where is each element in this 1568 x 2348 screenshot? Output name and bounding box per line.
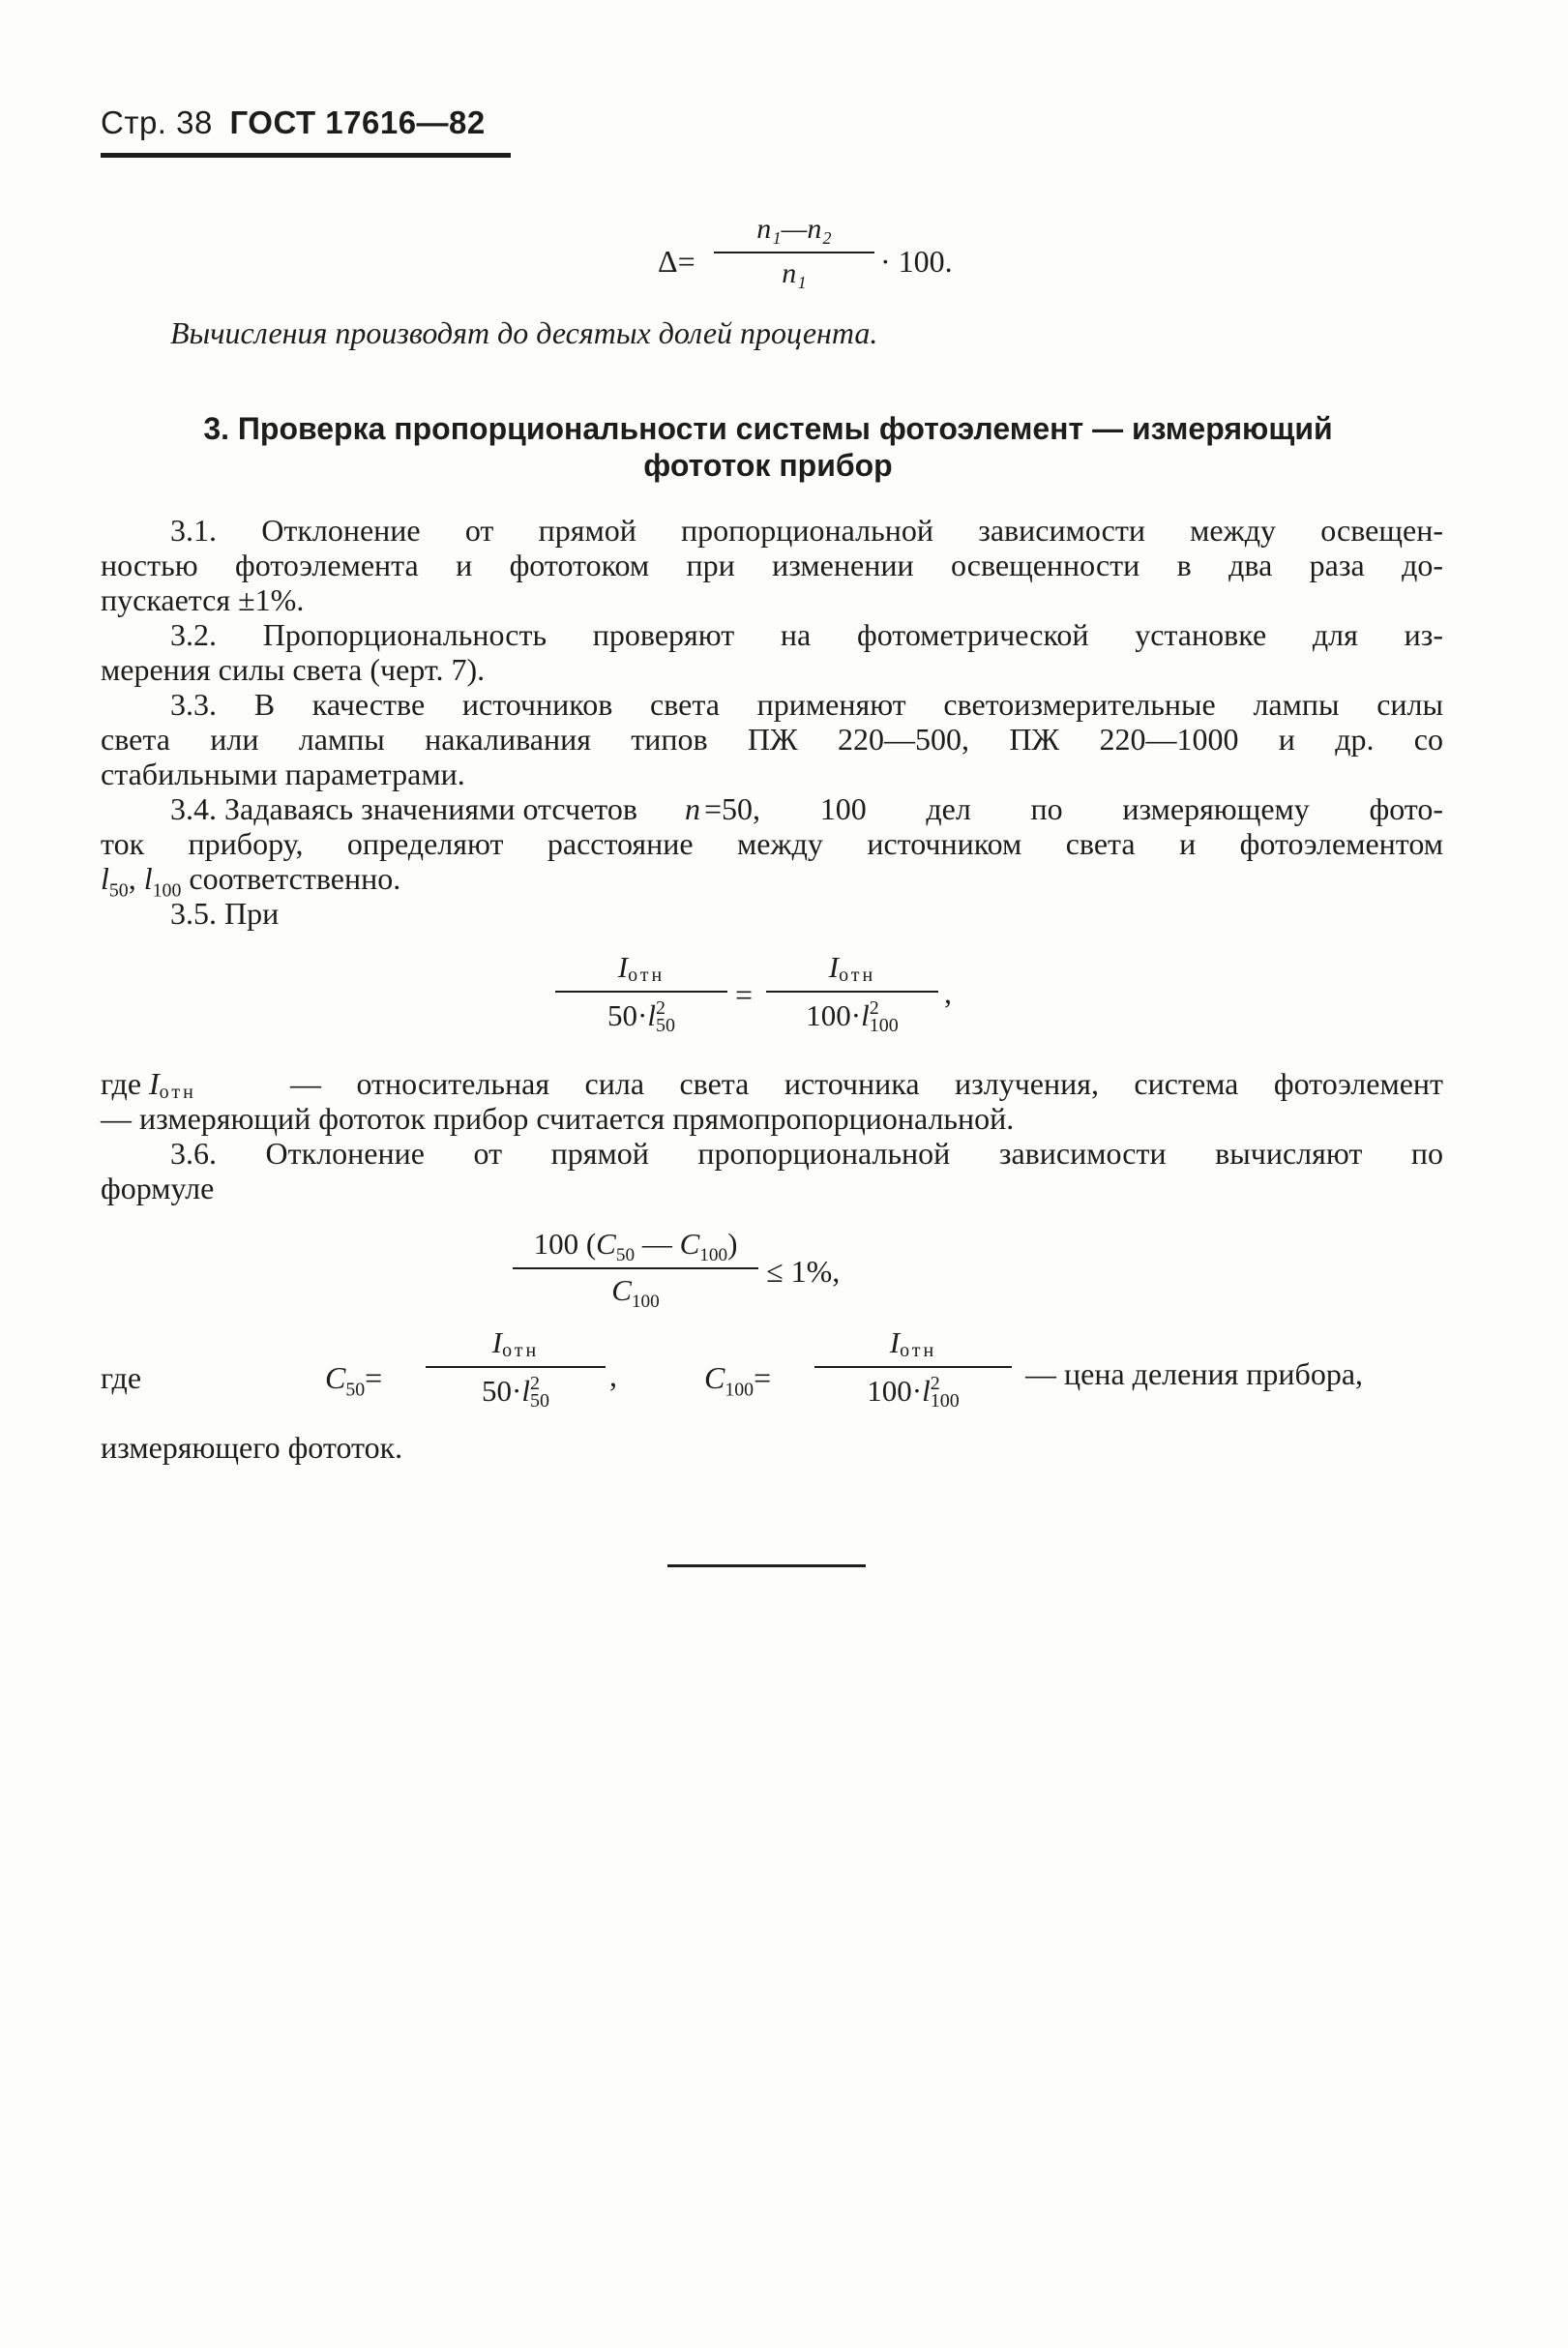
where-c-label: где: [101, 1360, 142, 1395]
standard-number: ГОСТ 17616—82: [229, 104, 486, 140]
para-3-4-line3: $l_{50}$, $l_{100}$ соответственно.: [101, 861, 401, 902]
ratio-comma: ,: [944, 975, 952, 1010]
ratio-right-denominator: 100·l 2 100: [806, 997, 899, 1036]
ratio-fraction-right: [766, 950, 938, 1047]
fraction-bar: [766, 991, 938, 993]
delta-lhs: Δ=: [658, 244, 695, 279]
para-3-2-line2: мерения силы света (черт. 7).: [101, 652, 486, 687]
inequality-fraction: [513, 1225, 758, 1316]
note-precision: Вычисления производят до десятых долей процента.: [170, 315, 878, 350]
c50-comma: ,: [609, 1358, 617, 1393]
where-otn-line1: где Iотн: [101, 1066, 196, 1103]
section-title-line1: 3. Проверка пропорциональности системы фотоэлемент — измеряющий: [203, 411, 1333, 446]
para-3-5: 3.5. При: [170, 896, 280, 931]
c50-numerator: Iотн: [491, 1325, 540, 1361]
delta-numerator: n₁—n₂: [756, 213, 832, 245]
c100-fraction: [814, 1325, 1012, 1422]
inequality-numerator: 100 ($C_{50}$ — $C_{100}$): [533, 1227, 738, 1266]
var-n: n: [685, 791, 700, 826]
c50-fraction: [426, 1325, 606, 1422]
para-3-4-line2: ток прибору, определяют расстояние между источником света и фотоэлементом: [101, 826, 1443, 861]
para-3-3-line3: стабильными параметрами.: [101, 757, 465, 791]
section-title-line2: фототок прибор: [643, 448, 893, 483]
ratio-left-denominator: 50·l 2 50: [607, 997, 675, 1036]
delta-denominator: n₁: [782, 257, 807, 289]
page-header: [101, 104, 486, 141]
c100-numerator: Iотн: [889, 1325, 937, 1361]
para-3-4-line1b: =50, 100 дел по измеряющему фото-: [704, 791, 1443, 826]
price-tail-line2: измеряющего фототок.: [101, 1430, 403, 1465]
para-3-4-line1a: 3.4. Задаваясь значениями отсчетов: [170, 791, 637, 826]
header-rule: [101, 153, 511, 158]
ratio-fraction-left: [555, 950, 727, 1047]
para-3-6-line1: 3.6. Отклонение от прямой пропорциональной зависимости вычисляют по: [170, 1136, 1443, 1171]
inequality-rhs: ≤ 1%,: [766, 1254, 841, 1289]
para-3-1-line1: 3.1. Отклонение от прямой пропорциональной зависимости между освещен-: [170, 513, 1443, 548]
where-otn-line1b: — относительная сила света источника излучения, система фотоэлемент: [290, 1066, 1443, 1101]
c50-denominator: 50·l 2 50: [482, 1373, 549, 1412]
c100-lhs: $C_{100}=$: [704, 1360, 772, 1401]
fraction-bar: [426, 1366, 606, 1368]
fraction-bar: [555, 991, 727, 993]
price-tail: — цена деления прибора,: [1025, 1356, 1364, 1391]
c50-lhs: $C_{50}=$: [325, 1360, 383, 1401]
ratio-left-numerator: Iотн: [617, 950, 666, 986]
fraction-bar: [814, 1366, 1012, 1368]
para-3-2-line1: 3.2. Пропорциональность проверяют на фотометрической установке для из-: [170, 617, 1443, 652]
para-3-1-line2: ностью фотоэлемента и фототоком при изменении освещенности в два раза до-: [101, 548, 1443, 582]
para-3-6-line2: формуле: [101, 1171, 215, 1205]
fraction-bar: [714, 252, 874, 253]
inequality-denominator: $C_{100}$: [611, 1273, 660, 1313]
ratio-equals: =: [735, 977, 754, 1012]
para-3-3-line2: света или лампы накаливания типов ПЖ 220—500, ПЖ 220—1000 и др. со: [101, 722, 1443, 757]
fraction-bar: [513, 1267, 758, 1269]
end-rule: [667, 1564, 866, 1567]
para-3-3-line1: 3.3. В качестве источников света применяют светоизмерительные лампы силы: [170, 687, 1443, 722]
ratio-right-numerator: Iотн: [828, 950, 876, 986]
delta-fraction: [714, 211, 874, 288]
para-3-1-line3: пускается ±1%.: [101, 582, 305, 617]
delta-tail: · 100.: [880, 244, 953, 279]
c100-denominator: 100·l 2 100: [867, 1373, 960, 1412]
where-otn-line2: — измеряющий фототок прибор считается прямопропорциональной.: [101, 1101, 1015, 1136]
page-number: Стр. 38: [101, 104, 213, 140]
